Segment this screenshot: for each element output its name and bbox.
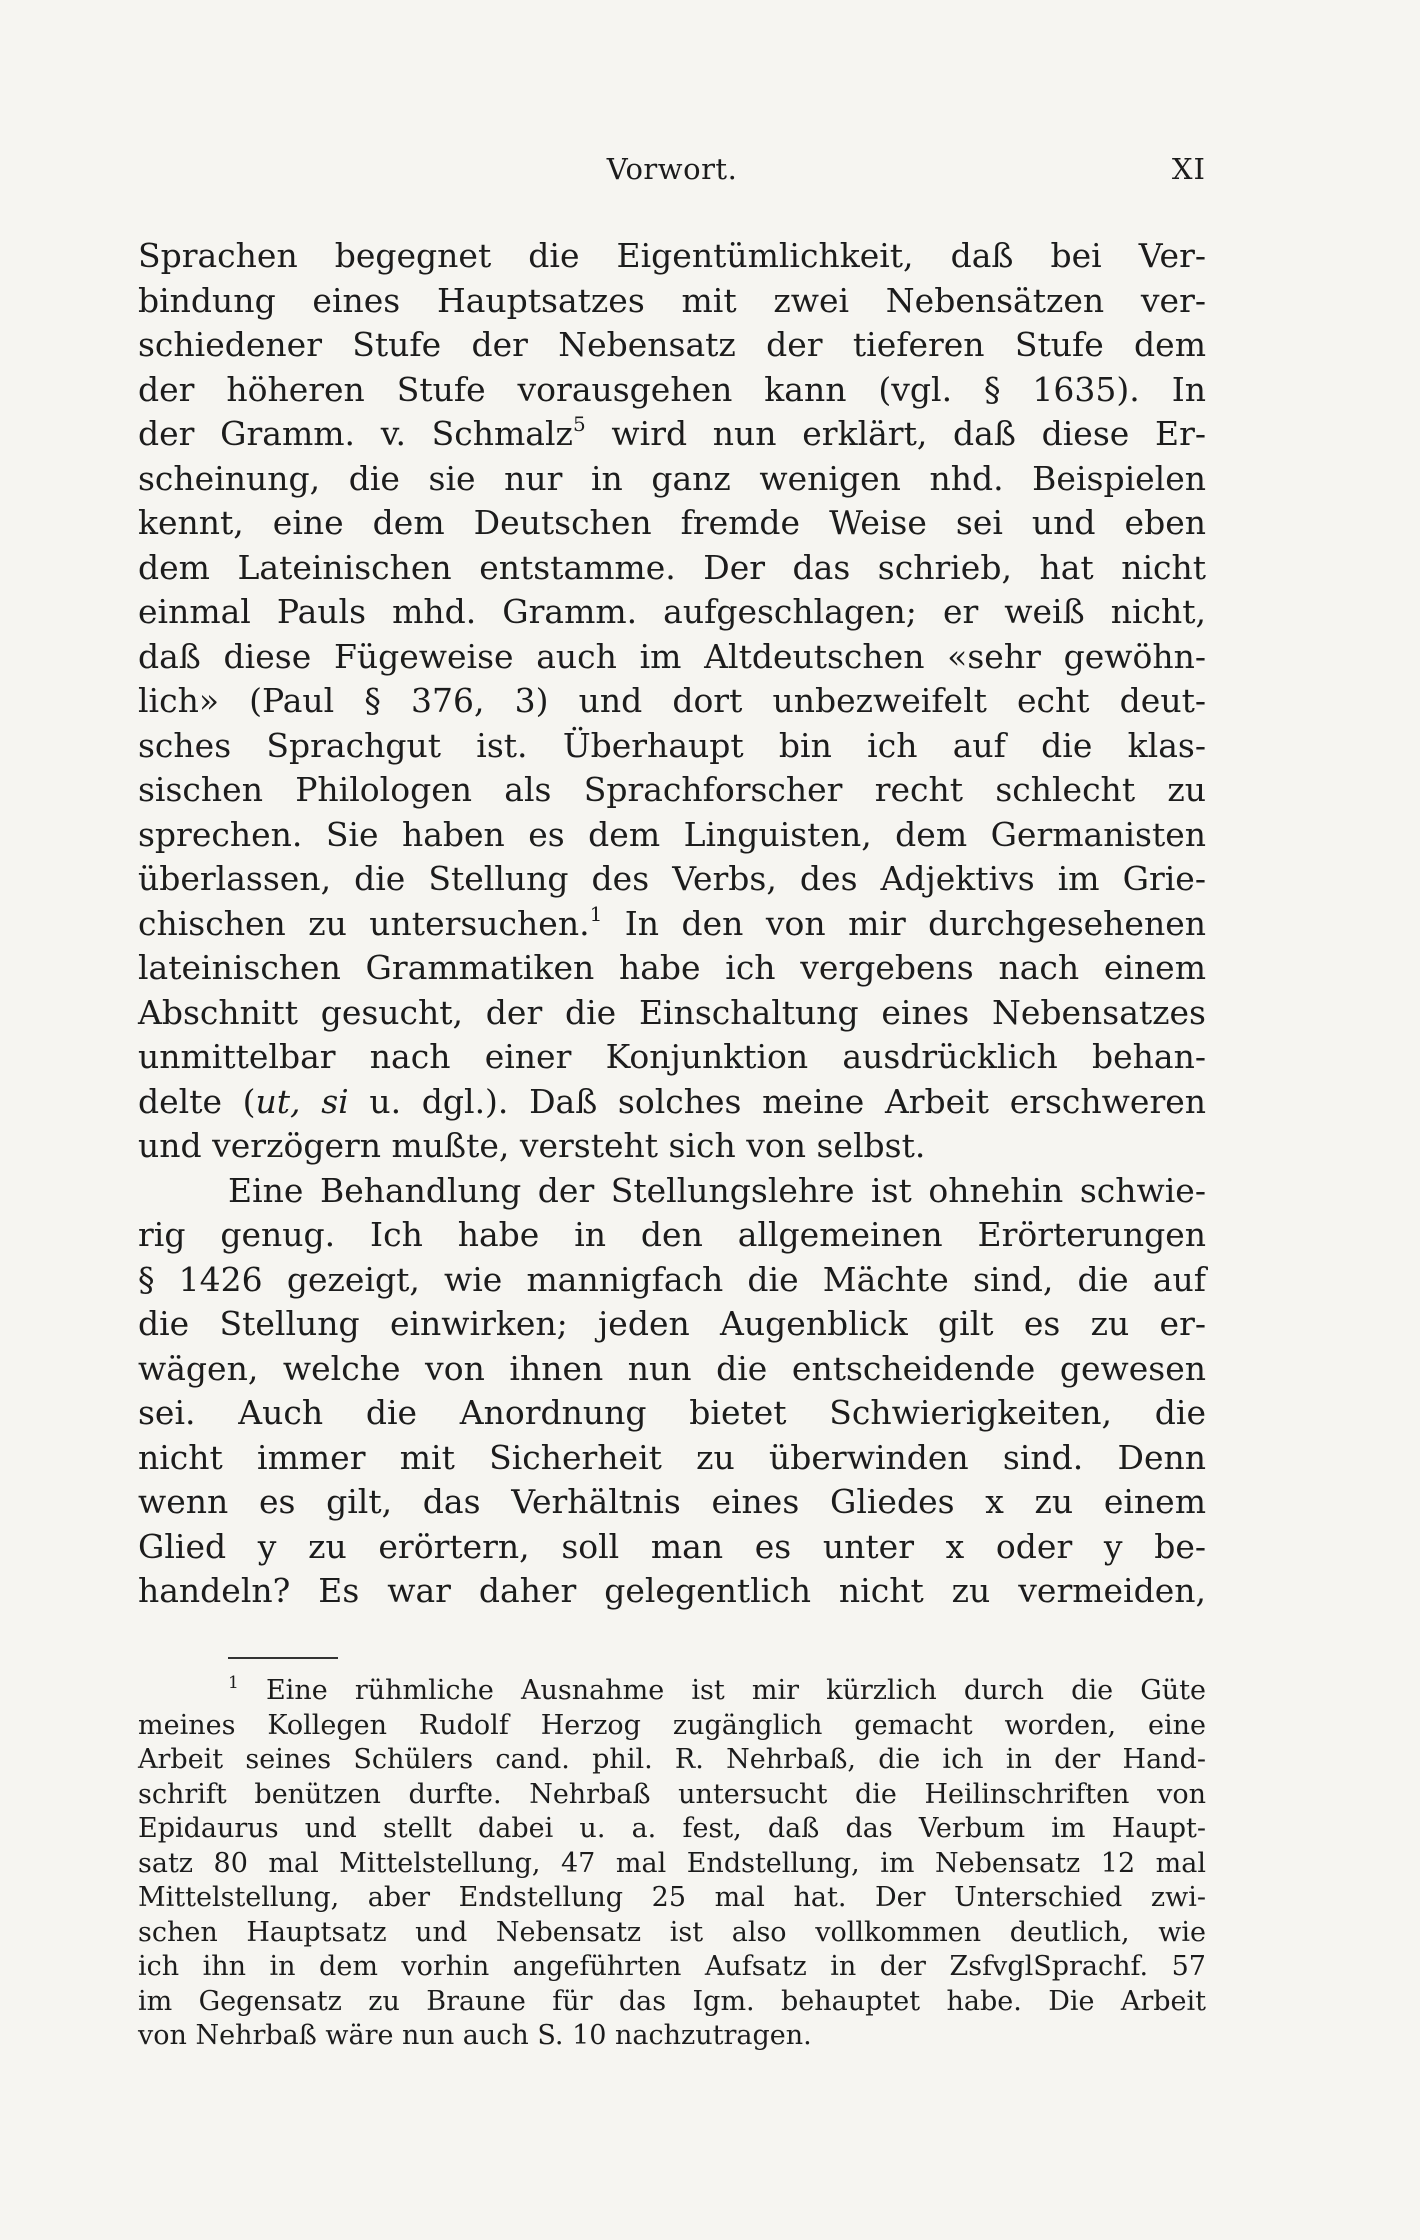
- text-line: der höheren Stufe vorausgehen kann (vgl. § 1635). In: [138, 369, 1206, 409]
- text-line: [138, 902, 1206, 947]
- text-line: Abschnitt gesucht, der die Einschaltung eines Nebensatzes: [138, 992, 1206, 1032]
- text-line: dem Lateinischen entstamme. Der das schrieb, hat nicht: [138, 547, 1206, 587]
- text-line: nicht immer mit Sicherheit zu überwinden sind. Denn: [138, 1437, 1206, 1477]
- text-line: sches Sprachgut ist. Überhaupt bin ich auf die klas-: [138, 725, 1206, 765]
- text-line: scheinung, die sie nur in ganz wenigen nhd. Beispielen: [138, 458, 1206, 498]
- footnote-line: ich ihn in dem vorhin angeführten Aufsatz in der ZsfvglSprachf. 57: [138, 1951, 1206, 1982]
- footnote-line: satz 80 mal Mittelstellung, 47 mal Endstellung, im Nebensatz 12 mal: [138, 1847, 1206, 1879]
- text-segment: Eine rühmliche Ausnahme ist mir kürzlich durch die Güte: [238, 1675, 1206, 1706]
- text-line: überlassen, die Stellung des Verbs, des Adjektivs im Grie-: [138, 859, 1206, 898]
- text-line: § 1426 gezeigt, wie mannigfach die Mächte sind, die auf: [138, 1259, 1206, 1299]
- footnote-line: schrift benützen durfte. Nehrbaß untersucht die Heilinschriften von: [138, 1778, 1206, 1810]
- text-line: sischen Philologen als Sprachforscher recht schlecht zu: [138, 770, 1206, 809]
- footnote-divider: [228, 1657, 338, 1659]
- text-segment: der Gramm. v. Schmalz: [138, 414, 573, 453]
- text-line: handeln? Es war daher gelegentlich nicht zu vermeiden,: [138, 1571, 1206, 1610]
- main-text: [138, 234, 1206, 1614]
- text-line: bindung eines Hauptsatzes mit zwei Nebensätzen ver-: [138, 280, 1206, 320]
- footnote-line: im Gegensatz zu Braune für das Igm. behauptet habe. Die Arbeit: [138, 1985, 1206, 2017]
- text-line: einmal Pauls mhd. Gramm. aufgeschlagen; er weiß nicht,: [138, 592, 1206, 631]
- text-segment: In den von mir durchgesehenen: [602, 903, 1207, 943]
- text-line: Glied y zu erörtern, soll man es unter x oder y be-: [138, 1526, 1206, 1566]
- footnote-ref: 1: [589, 901, 603, 926]
- footnote-line: [138, 1674, 1206, 1709]
- text-line: [138, 412, 1206, 457]
- text-line: schiedener Stufe der Nebensatz der tieferen Stufe dem: [138, 325, 1206, 364]
- text-line: Eine Behandlung der Stellungslehre ist ohnehin schwie-: [228, 1170, 1206, 1210]
- text-segment: wird nun erklärt, daß diese Er-: [585, 414, 1207, 453]
- text-line: lateinischen Grammatiken habe ich vergebens nach einem: [138, 948, 1206, 987]
- footnote-line: Arbeit seines Schülers cand. phil. R. Nehrbaß, die ich in der Hand-: [138, 1744, 1206, 1775]
- text-line: sprechen. Sie haben es dem Linguisten, dem Germanisten: [138, 814, 1206, 854]
- page-header: [138, 152, 1206, 192]
- text-line: lich» (Paul § 376, 3) und dort unbezweifelt echt deut-: [138, 681, 1206, 720]
- text-segment: u. dgl.). Daß solches meine Arbeit erschweren: [348, 1081, 1206, 1121]
- text-segment: chischen zu untersuchen.: [138, 903, 590, 943]
- footnote-line: meines Kollegen Rudolf Herzog zugänglich gemacht worden, eine: [138, 1709, 1206, 1741]
- italic-term: ut, si: [255, 1081, 349, 1121]
- running-title: Vorwort.: [606, 152, 738, 186]
- footnote-line: von Nehrbaß wäre nun auch S. 10 nachzutragen.: [138, 2020, 812, 2051]
- text-line: daß diese Fügeweise auch im Altdeutschen «sehr gewöhn-: [138, 636, 1206, 676]
- text-line: wenn es gilt, das Verhältnis eines Gliedes x zu einem: [138, 1482, 1206, 1521]
- footnote-marker: 1: [228, 1673, 239, 1693]
- footnotes: [138, 1674, 1206, 2054]
- footnote-line: Epidaurus und stellt dabei u. a. fest, daß das Verbum im Haupt-: [138, 1813, 1206, 1844]
- text-line: unmittelbar nach einer Konjunktion ausdrücklich behan-: [138, 1037, 1206, 1076]
- text-line: Sprachen begegnet die Eigentümlichkeit, daß bei Ver-: [138, 236, 1206, 275]
- text-line: kennt, eine dem Deutschen fremde Weise sei und eben: [138, 503, 1206, 542]
- text-line: rig genug. Ich habe in den allgemeinen Erörterungen: [138, 1215, 1206, 1254]
- text-line: und verzögern mußte, versteht sich von selbst.: [138, 1126, 926, 1165]
- footnote-line: schen Hauptsatz und Nebensatz ist also vollkommen deutlich, wie: [138, 1916, 1206, 1948]
- text-segment: delte (: [138, 1081, 256, 1121]
- text-line: sei. Auch die Anordnung bietet Schwierigkeiten, die: [138, 1393, 1206, 1432]
- footnote-line: Mittelstellung, aber Endstellung 25 mal hat. Der Unterschied zwi-: [138, 1882, 1206, 1913]
- text-line: die Stellung einwirken; jeden Augenblick gilt es zu er-: [138, 1304, 1206, 1343]
- page-number: XI: [1171, 152, 1206, 186]
- footnote-ref: 5: [572, 412, 586, 436]
- text-line: [138, 1080, 1206, 1125]
- text-line: wägen, welche von ihnen nun die entscheidende gewesen: [138, 1348, 1206, 1388]
